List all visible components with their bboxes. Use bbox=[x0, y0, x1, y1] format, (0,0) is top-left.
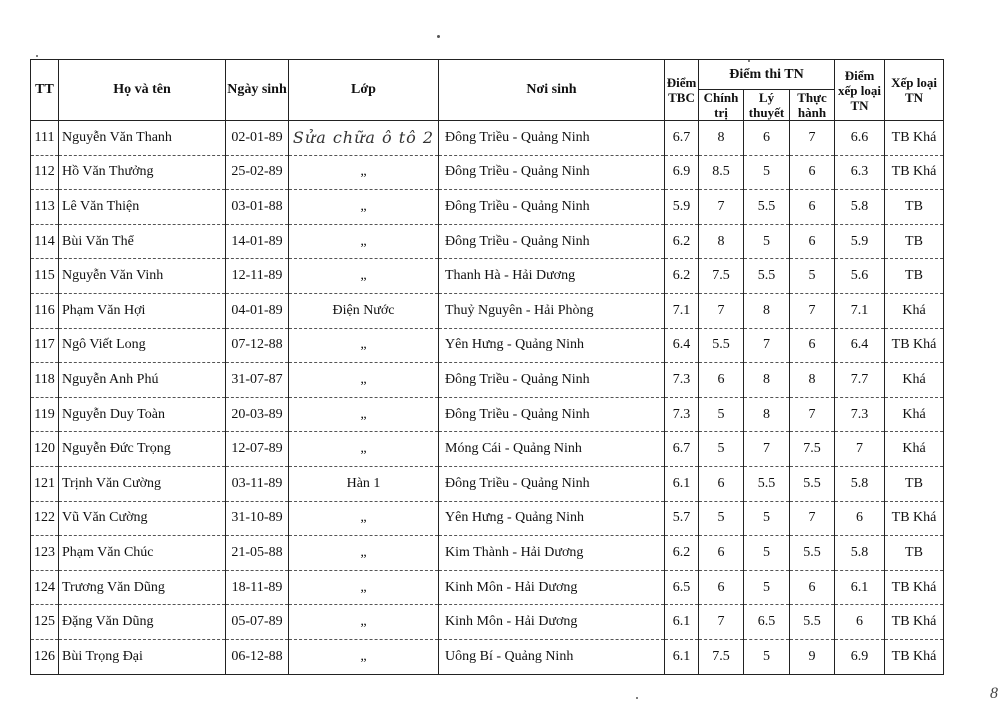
class-name-cell: „ bbox=[289, 570, 439, 605]
grade-score-cell: 6.6 bbox=[835, 121, 885, 156]
birthplace-cell: Đông Triều - Quảng Ninh bbox=[439, 121, 665, 156]
rank-cell: TB bbox=[885, 536, 944, 571]
date-of-birth-cell: 20-03-89 bbox=[226, 397, 289, 432]
practice-score-cell: 7 bbox=[790, 501, 835, 536]
table-row bbox=[31, 224, 944, 259]
date-of-birth-cell: 25-02-89 bbox=[226, 155, 289, 190]
rank-cell: Khá bbox=[885, 293, 944, 328]
practice-score-cell: 6 bbox=[790, 155, 835, 190]
class-name-cell: Sửa chữa ô tô 2 bbox=[289, 121, 439, 156]
table-row bbox=[31, 605, 944, 640]
date-of-birth-cell: 31-10-89 bbox=[226, 501, 289, 536]
row-number-cell: 120 bbox=[31, 432, 59, 467]
student-name-cell: Đặng Văn Dũng bbox=[59, 605, 226, 640]
politics-score-cell: 6 bbox=[699, 536, 744, 571]
date-of-birth-cell: 03-01-88 bbox=[226, 190, 289, 225]
theory-score-cell: 5 bbox=[744, 155, 790, 190]
rank-cell: TB bbox=[885, 259, 944, 294]
student-name-cell: Nguyễn Anh Phú bbox=[59, 363, 226, 398]
birthplace-cell: Móng Cái - Quảng Ninh bbox=[439, 432, 665, 467]
birthplace-cell: Đông Triều - Quảng Ninh bbox=[439, 224, 665, 259]
row-number-cell: 121 bbox=[31, 466, 59, 501]
student-name-cell: Nguyễn Duy Toàn bbox=[59, 397, 226, 432]
table-row bbox=[31, 432, 944, 467]
row-number-cell: 116 bbox=[31, 293, 59, 328]
politics-score-cell: 8.5 bbox=[699, 155, 744, 190]
birthplace-cell: Uông Bí - Quảng Ninh bbox=[439, 639, 665, 674]
table-body bbox=[31, 121, 944, 675]
results-sheet bbox=[30, 59, 944, 675]
average-score-cell: 6.4 bbox=[665, 328, 699, 363]
student-name-cell: Phạm Văn Chúc bbox=[59, 536, 226, 571]
table-row bbox=[31, 190, 944, 225]
header-rank: Xếp loại TN bbox=[885, 60, 944, 121]
average-score-cell: 6.1 bbox=[665, 466, 699, 501]
birthplace-cell: Kim Thành - Hải Dương bbox=[439, 536, 665, 571]
date-of-birth-cell: 07-12-88 bbox=[226, 328, 289, 363]
header-practice: Thực hành bbox=[790, 90, 835, 121]
graduation-results-table bbox=[30, 59, 944, 675]
row-number-cell: 125 bbox=[31, 605, 59, 640]
date-of-birth-cell: 18-11-89 bbox=[226, 570, 289, 605]
date-of-birth-cell: 31-07-87 bbox=[226, 363, 289, 398]
theory-score-cell: 6 bbox=[744, 121, 790, 156]
grade-score-cell: 7 bbox=[835, 432, 885, 467]
birthplace-cell: Đông Triều - Quảng Ninh bbox=[439, 466, 665, 501]
header-dob: Ngày sinh bbox=[226, 60, 289, 121]
practice-score-cell: 6 bbox=[790, 328, 835, 363]
row-number-cell: 114 bbox=[31, 224, 59, 259]
politics-score-cell: 6 bbox=[699, 363, 744, 398]
student-name-cell: Nguyễn Văn Vinh bbox=[59, 259, 226, 294]
table-header bbox=[31, 60, 944, 121]
date-of-birth-cell: 21-05-88 bbox=[226, 536, 289, 571]
theory-score-cell: 5 bbox=[744, 536, 790, 571]
class-name-cell: Hàn 1 bbox=[289, 466, 439, 501]
date-of-birth-cell: 04-01-89 bbox=[226, 293, 289, 328]
table-row bbox=[31, 639, 944, 674]
grade-score-cell: 7.1 bbox=[835, 293, 885, 328]
grade-score-cell: 5.8 bbox=[835, 466, 885, 501]
header-grade-score: Điểm xếp loại TN bbox=[835, 60, 885, 121]
politics-score-cell: 8 bbox=[699, 121, 744, 156]
rank-cell: TB bbox=[885, 466, 944, 501]
class-name-cell: „ bbox=[289, 536, 439, 571]
rank-cell: TB Khá bbox=[885, 639, 944, 674]
average-score-cell: 6.9 bbox=[665, 155, 699, 190]
birthplace-cell: Đông Triều - Quảng Ninh bbox=[439, 155, 665, 190]
table-row bbox=[31, 466, 944, 501]
row-number-cell: 112 bbox=[31, 155, 59, 190]
class-name-cell: „ bbox=[289, 639, 439, 674]
class-name-cell: „ bbox=[289, 397, 439, 432]
row-number-cell: 111 bbox=[31, 121, 59, 156]
date-of-birth-cell: 03-11-89 bbox=[226, 466, 289, 501]
rank-cell: TB Khá bbox=[885, 605, 944, 640]
rank-cell: TB Khá bbox=[885, 328, 944, 363]
student-name-cell: Lê Văn Thiện bbox=[59, 190, 226, 225]
row-number-cell: 118 bbox=[31, 363, 59, 398]
average-score-cell: 6.2 bbox=[665, 224, 699, 259]
date-of-birth-cell: 05-07-89 bbox=[226, 605, 289, 640]
table-row bbox=[31, 501, 944, 536]
header-class: Lớp bbox=[289, 60, 439, 121]
table-row bbox=[31, 155, 944, 190]
table-row bbox=[31, 259, 944, 294]
practice-score-cell: 5.5 bbox=[790, 536, 835, 571]
practice-score-cell: 9 bbox=[790, 639, 835, 674]
practice-score-cell: 7 bbox=[790, 293, 835, 328]
average-score-cell: 6.5 bbox=[665, 570, 699, 605]
average-score-cell: 6.7 bbox=[665, 121, 699, 156]
date-of-birth-cell: 12-11-89 bbox=[226, 259, 289, 294]
average-score-cell: 5.7 bbox=[665, 501, 699, 536]
birthplace-cell: Đông Triều - Quảng Ninh bbox=[439, 190, 665, 225]
student-name-cell: Trịnh Văn Cường bbox=[59, 466, 226, 501]
date-of-birth-cell: 14-01-89 bbox=[226, 224, 289, 259]
student-name-cell: Bùi Văn Thể bbox=[59, 224, 226, 259]
row-number-cell: 117 bbox=[31, 328, 59, 363]
table-row bbox=[31, 397, 944, 432]
grade-score-cell: 6.1 bbox=[835, 570, 885, 605]
student-name-cell: Bùi Trọng Đại bbox=[59, 639, 226, 674]
theory-score-cell: 7 bbox=[744, 328, 790, 363]
table-row bbox=[31, 363, 944, 398]
header-birthplace: Nơi sinh bbox=[439, 60, 665, 121]
rank-cell: TB Khá bbox=[885, 155, 944, 190]
theory-score-cell: 5 bbox=[744, 224, 790, 259]
theory-score-cell: 5.5 bbox=[744, 259, 790, 294]
grade-score-cell: 6 bbox=[835, 501, 885, 536]
header-exam-group: Điểm thi TN bbox=[699, 60, 835, 90]
row-number-cell: 119 bbox=[31, 397, 59, 432]
practice-score-cell: 5.5 bbox=[790, 605, 835, 640]
birthplace-cell: Kinh Môn - Hải Dương bbox=[439, 570, 665, 605]
rank-cell: TB Khá bbox=[885, 121, 944, 156]
page-number: 8 bbox=[990, 685, 998, 702]
grade-score-cell: 6 bbox=[835, 605, 885, 640]
politics-score-cell: 7 bbox=[699, 605, 744, 640]
student-name-cell: Nguyễn Văn Thanh bbox=[59, 121, 226, 156]
rank-cell: Khá bbox=[885, 397, 944, 432]
student-name-cell: Phạm Văn Hợi bbox=[59, 293, 226, 328]
table-row bbox=[31, 536, 944, 571]
grade-score-cell: 5.8 bbox=[835, 536, 885, 571]
row-number-cell: 123 bbox=[31, 536, 59, 571]
grade-score-cell: 5.9 bbox=[835, 224, 885, 259]
row-number-cell: 113 bbox=[31, 190, 59, 225]
rank-cell: TB Khá bbox=[885, 501, 944, 536]
average-score-cell: 6.1 bbox=[665, 605, 699, 640]
rank-cell: TB bbox=[885, 190, 944, 225]
practice-score-cell: 6 bbox=[790, 570, 835, 605]
class-name-cell: „ bbox=[289, 605, 439, 640]
practice-score-cell: 7.5 bbox=[790, 432, 835, 467]
birthplace-cell: Đông Triều - Quảng Ninh bbox=[439, 397, 665, 432]
average-score-cell: 6.1 bbox=[665, 639, 699, 674]
table-row bbox=[31, 570, 944, 605]
theory-score-cell: 5 bbox=[744, 501, 790, 536]
birthplace-cell: Yên Hưng - Quảng Ninh bbox=[439, 501, 665, 536]
politics-score-cell: 6 bbox=[699, 466, 744, 501]
politics-score-cell: 5 bbox=[699, 397, 744, 432]
grade-score-cell: 5.6 bbox=[835, 259, 885, 294]
theory-score-cell: 7 bbox=[744, 432, 790, 467]
class-name-cell: Điện Nước bbox=[289, 293, 439, 328]
date-of-birth-cell: 02-01-89 bbox=[226, 121, 289, 156]
practice-score-cell: 8 bbox=[790, 363, 835, 398]
rank-cell: Khá bbox=[885, 432, 944, 467]
header-politics: Chính trị bbox=[699, 90, 744, 121]
birthplace-cell: Kinh Môn - Hải Dương bbox=[439, 605, 665, 640]
row-number-cell: 122 bbox=[31, 501, 59, 536]
header-avg: Điểm TBC bbox=[665, 60, 699, 121]
table-row bbox=[31, 293, 944, 328]
average-score-cell: 7.1 bbox=[665, 293, 699, 328]
politics-score-cell: 7.5 bbox=[699, 259, 744, 294]
class-name-cell: „ bbox=[289, 501, 439, 536]
grade-score-cell: 6.4 bbox=[835, 328, 885, 363]
date-of-birth-cell: 06-12-88 bbox=[226, 639, 289, 674]
grade-score-cell: 6.9 bbox=[835, 639, 885, 674]
row-number-cell: 115 bbox=[31, 259, 59, 294]
theory-score-cell: 5.5 bbox=[744, 190, 790, 225]
grade-score-cell: 5.8 bbox=[835, 190, 885, 225]
table-row bbox=[31, 121, 944, 156]
theory-score-cell: 6.5 bbox=[744, 605, 790, 640]
politics-score-cell: 8 bbox=[699, 224, 744, 259]
header-name: Họ và tên bbox=[59, 60, 226, 121]
practice-score-cell: 7 bbox=[790, 397, 835, 432]
practice-score-cell: 7 bbox=[790, 121, 835, 156]
class-name-cell: „ bbox=[289, 363, 439, 398]
politics-score-cell: 7.5 bbox=[699, 639, 744, 674]
grade-score-cell: 7.7 bbox=[835, 363, 885, 398]
birthplace-cell: Thuỷ Nguyên - Hải Phòng bbox=[439, 293, 665, 328]
rank-cell: TB bbox=[885, 224, 944, 259]
grade-score-cell: 6.3 bbox=[835, 155, 885, 190]
student-name-cell: Hồ Văn Thưởng bbox=[59, 155, 226, 190]
theory-score-cell: 5.5 bbox=[744, 466, 790, 501]
birthplace-cell: Đông Triều - Quảng Ninh bbox=[439, 363, 665, 398]
class-name-cell: „ bbox=[289, 328, 439, 363]
header-tt: TT bbox=[31, 60, 59, 121]
row-number-cell: 126 bbox=[31, 639, 59, 674]
theory-score-cell: 8 bbox=[744, 363, 790, 398]
class-name-cell: „ bbox=[289, 432, 439, 467]
row-number-cell: 124 bbox=[31, 570, 59, 605]
politics-score-cell: 7 bbox=[699, 190, 744, 225]
average-score-cell: 7.3 bbox=[665, 397, 699, 432]
birthplace-cell: Thanh Hà - Hải Dương bbox=[439, 259, 665, 294]
theory-score-cell: 5 bbox=[744, 639, 790, 674]
header-theory: Lý thuyết bbox=[744, 90, 790, 121]
table-row bbox=[31, 328, 944, 363]
theory-score-cell: 5 bbox=[744, 570, 790, 605]
grade-score-cell: 7.3 bbox=[835, 397, 885, 432]
practice-score-cell: 6 bbox=[790, 224, 835, 259]
class-name-cell: „ bbox=[289, 190, 439, 225]
birthplace-cell: Yên Hưng - Quảng Ninh bbox=[439, 328, 665, 363]
practice-score-cell: 6 bbox=[790, 190, 835, 225]
politics-score-cell: 5 bbox=[699, 432, 744, 467]
average-score-cell: 7.3 bbox=[665, 363, 699, 398]
rank-cell: Khá bbox=[885, 363, 944, 398]
theory-score-cell: 8 bbox=[744, 397, 790, 432]
class-name-cell: „ bbox=[289, 155, 439, 190]
average-score-cell: 6.2 bbox=[665, 259, 699, 294]
politics-score-cell: 5.5 bbox=[699, 328, 744, 363]
student-name-cell: Vũ Văn Cường bbox=[59, 501, 226, 536]
class-name-cell: „ bbox=[289, 224, 439, 259]
practice-score-cell: 5 bbox=[790, 259, 835, 294]
politics-score-cell: 6 bbox=[699, 570, 744, 605]
student-name-cell: Ngô Viết Long bbox=[59, 328, 226, 363]
politics-score-cell: 7 bbox=[699, 293, 744, 328]
student-name-cell: Trương Văn Dũng bbox=[59, 570, 226, 605]
rank-cell: TB Khá bbox=[885, 570, 944, 605]
politics-score-cell: 5 bbox=[699, 501, 744, 536]
class-name-cell: „ bbox=[289, 259, 439, 294]
practice-score-cell: 5.5 bbox=[790, 466, 835, 501]
average-score-cell: 5.9 bbox=[665, 190, 699, 225]
date-of-birth-cell: 12-07-89 bbox=[226, 432, 289, 467]
theory-score-cell: 8 bbox=[744, 293, 790, 328]
student-name-cell: Nguyễn Đức Trọng bbox=[59, 432, 226, 467]
average-score-cell: 6.7 bbox=[665, 432, 699, 467]
average-score-cell: 6.2 bbox=[665, 536, 699, 571]
